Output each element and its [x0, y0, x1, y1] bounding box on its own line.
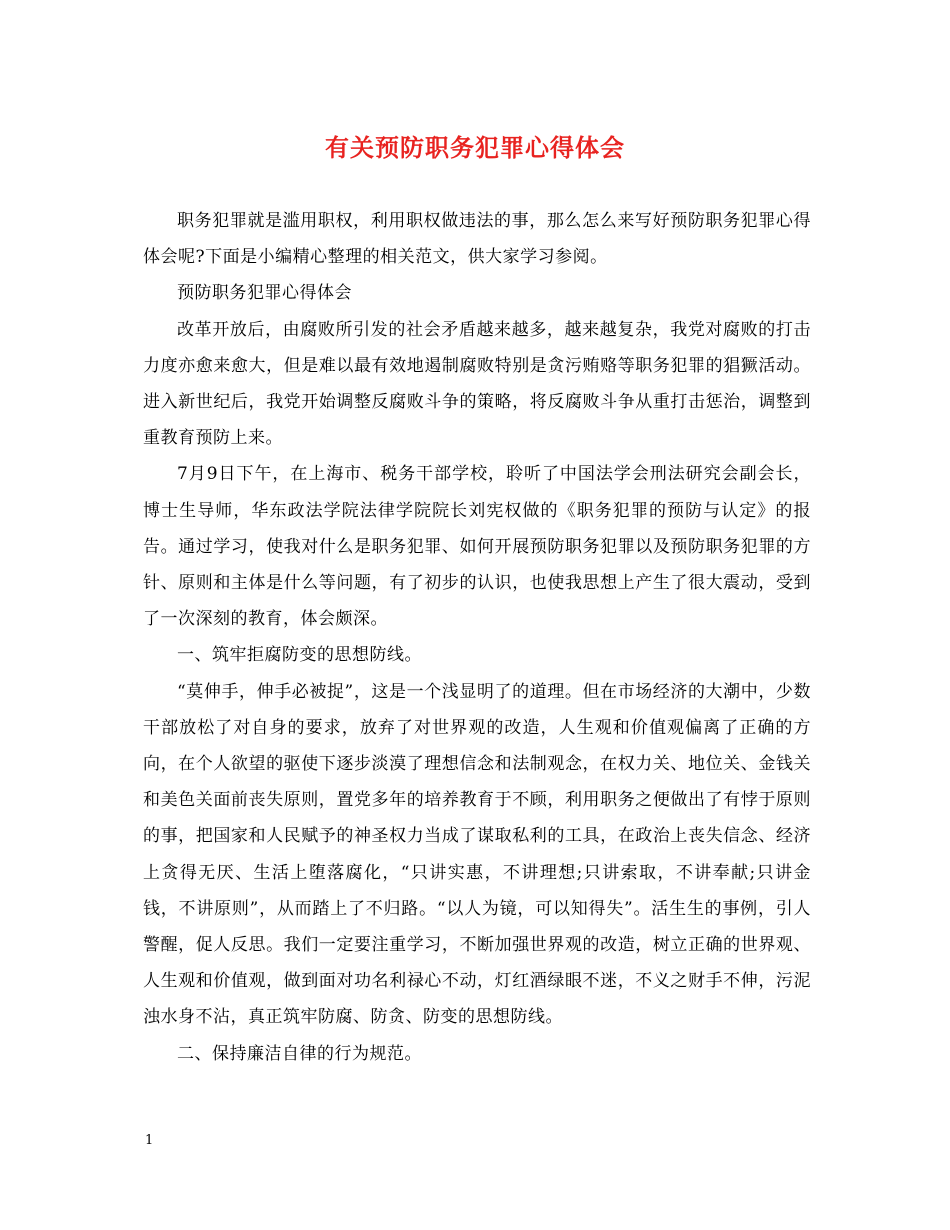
section-heading: 二、保持廉洁自律的行为规范。 [177, 1043, 422, 1064]
document-title: 有关预防职务犯罪心得体会 [325, 133, 625, 162]
intro-paragraph: 职务犯罪就是滥用职权，利用职权做违法的事，那么怎么来写好预防职务犯罪心得体会呢?下面是小编精心整理的相关范文，供大家学习参阅。 [143, 211, 811, 268]
section-heading: 一、筑牢拒腐防变的思想防线。 [177, 645, 422, 666]
document-body [143, 203, 811, 1072]
body-paragraph: 7月9日下午，在上海市、税务干部学校，聆听了中国法学会刑法研究会副会长，博士生导师，华东政法学院法律学院院长刘宪权做的《职务犯罪的预防与认定》的报告。通过学习，使我对什么是职务犯罪、如何开展预防职务犯罪以及预防职务犯罪的方针、原则和主体是什么等问题，有了初步的认识，也使我思想上产生了很大震动，受到了一次深刻的教育，体会颇深。 [143, 464, 811, 630]
subtitle-paragraph: 预防职务犯罪心得体会 [177, 283, 352, 304]
body-paragraph: 改革开放后，由腐败所引发的社会矛盾越来越多，越来越复杂，我党对腐败的打击力度亦愈来愈大，但是难以最有效地遏制腐败特别是贪污贿赂等职务犯罪的猖獗活动。进入新世纪后，我党开始调整反腐败斗争的策略，将反腐败斗争从重打击惩治，调整到重教育预防上来。 [143, 319, 811, 449]
body-paragraph: “莫伸手，伸手必被捉”，这是一个浅显明了的道理。但在市场经济的大潮中，少数干部放松了对自身的要求，放弃了对世界观的改造，人生观和价值观偏离了正确的方向，在个人欲望的驱使下逐步淡漠了理想信念和法制观念，在权力关、地位关、金钱关和美色关面前丧失原则，置党多年的培养教育于不顾，利用职务之便做出了有悖于原则的事，把国家和人民赋予的神圣权力当成了谋取私利的工具，在政治上丧失信念、经济上贪得无厌、生活上堕落腐化，“只讲实惠，不讲理想;只讲索取，不讲奉献;只讲金钱，不讲原则”，从而踏上了不归路。“以人为镜，可以知得失”。活生生的事例，引人警醒，促人反思。我们一定要注重学习，不断加强世界观的改造，树立正确的世界观、人生观和价值观，做到面对功名利禄心不动，灯红酒绿眼不迷，不义之财手不伸，污泥浊水身不沾，真正筑牢防腐、防贪、防变的思想防线。 [143, 681, 811, 1028]
page-number: 1 [145, 1133, 154, 1148]
